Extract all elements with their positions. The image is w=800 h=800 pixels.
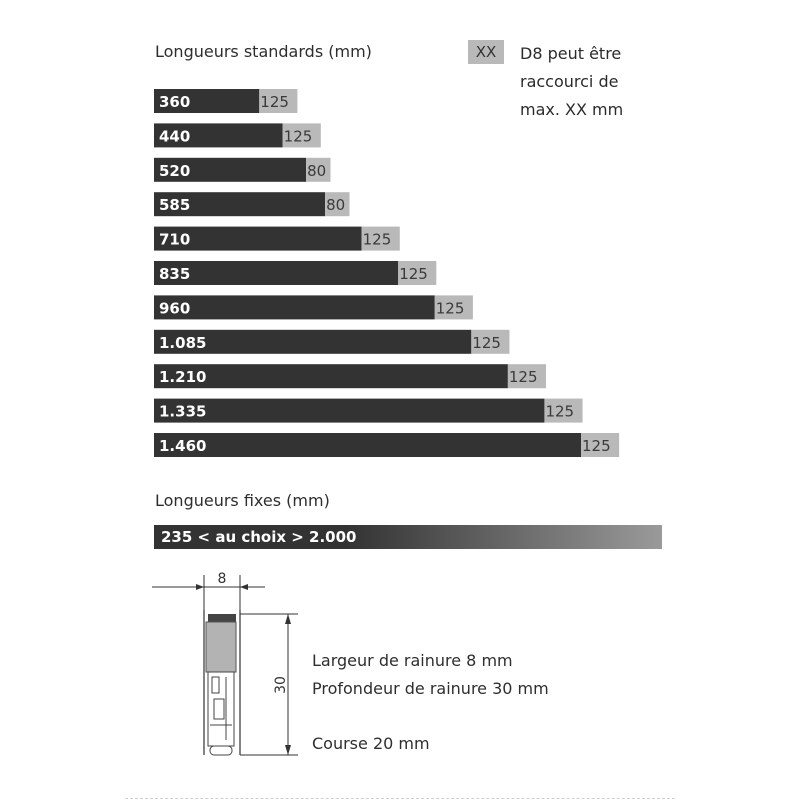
fixed-length-bar: 235 < au choix > 2.000	[154, 525, 662, 549]
bar-shorten-label-5: 125	[399, 265, 428, 283]
bar-length-label-7: 1.085	[159, 333, 207, 352]
seal-profile-drawing	[140, 565, 310, 765]
bar-shorten-label-6: 125	[435, 299, 465, 318]
bar-length-label-10: 1.460	[159, 437, 207, 455]
bar-length-6	[154, 295, 435, 319]
standard-lengths-title: Longueurs standards (mm)	[155, 42, 372, 61]
bar-length-label-8: 1.210	[159, 368, 207, 387]
bar-shorten-label-7: 125	[472, 333, 501, 352]
bar-length-label-4: 710	[159, 230, 191, 249]
spec-groove-depth: Profondeur de rainure 30 mm	[312, 679, 549, 698]
legend-line-3: max. XX mm	[520, 100, 624, 119]
spec-groove-width: Largeur de rainure 8 mm	[312, 651, 513, 670]
bar-shorten-label-0: 125	[260, 93, 289, 111]
bar-length-label-5: 835	[159, 265, 191, 283]
bottom-divider	[125, 798, 675, 799]
bar-shorten-label-9: 125	[545, 402, 575, 421]
bar-length-5	[154, 261, 398, 285]
bar-shorten-label-2: 80	[307, 161, 327, 180]
bar-length-8	[154, 364, 508, 388]
bar-length-9	[154, 399, 544, 423]
bar-length-label-9: 1.335	[159, 402, 207, 421]
bar-shorten-label-8: 125	[508, 368, 538, 387]
dim-width-label: 8	[217, 571, 227, 587]
bar-shorten-label-10: 125	[582, 437, 611, 455]
bar-length-10	[154, 433, 581, 457]
bar-length-label-0: 360	[159, 93, 191, 111]
legend-line-2: raccourci de	[520, 72, 619, 91]
bar-length-label-3: 585	[159, 196, 191, 215]
bar-shorten-label-4: 125	[362, 230, 392, 249]
bar-shorten-label-1: 125	[283, 127, 313, 146]
bar-length-label-6: 960	[159, 299, 191, 318]
spec-stroke: Course 20 mm	[312, 734, 430, 753]
bar-length-label-1: 440	[159, 127, 191, 146]
bar-length-label-2: 520	[159, 161, 191, 180]
dim-depth-label: 30	[273, 676, 289, 694]
fixed-lengths-title: Longueurs fixes (mm)	[155, 491, 330, 510]
legend-line-1: D8 peut être	[520, 44, 622, 63]
bar-shorten-label-3: 80	[326, 196, 346, 215]
legend-swatch: XX	[468, 40, 504, 64]
